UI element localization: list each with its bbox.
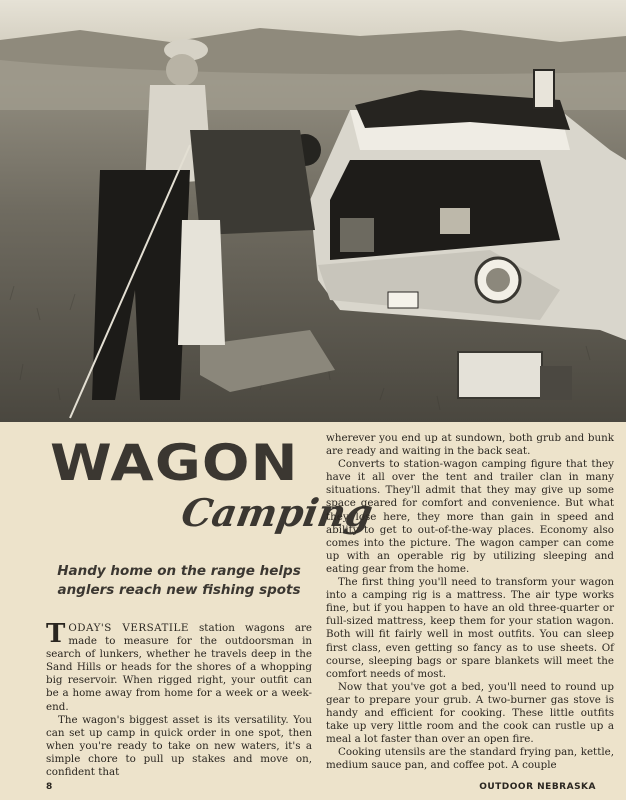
lead-text: station wagons are made to measure for the outdoorsman in search of lunkers, whether he travels deep in the Sand Hills or heads for the shores of a whopping big reservoir. When rigged right, your outfit can be a home away from home for a week or a week-end. xyxy=(46,622,312,713)
paragraph: The first thing you'll need to transform your wagon into a camping rig is a mattress. The air type works fine, but if you happen to have an old three-quarter or full-sized mattress, keep them for your station wagon. Both will fit fairly well in most outfits. You can sleep first class, even getting so fancy as to use sheets. Of course, sleeping bags or spare blankets will meet the comfort needs of most. xyxy=(326,576,614,680)
paragraph: Cooking utensils are the standard frying pan, kettle, medium sauce pan, and coffee pot. A couple xyxy=(326,746,614,772)
headline: WAGON xyxy=(50,434,299,492)
left-body-text xyxy=(46,619,312,779)
paragraph: The wagon's biggest asset is its versatility. You can set up camp in quick order in one spot, then when you're ready to take on new waters, it's a simple chore to pull up stakes and move on, confident that xyxy=(46,713,312,779)
magazine-name: OUTDOOR NEBRASKA xyxy=(479,782,596,792)
subhead-line: Handy home on the range helps xyxy=(57,563,301,579)
subhead-line: anglers reach new fishing spots xyxy=(57,582,301,598)
subhead xyxy=(46,562,312,600)
right-column xyxy=(326,432,614,777)
paragraph: Converts to station-wagon camping figure that they have it all over the tent and trailer clan in many situations. They'll admit that they may give up some space geared for comfort and convenience. But what they lose here, they more than gain in speed and ability to get to out-of-the-way places. Economy also comes into the picture. The wagon camper can come up with an operable rig by utilizing sleeping and eating gear from the home. xyxy=(326,458,614,575)
paragraph: wherever you end up at sundown, both grub and bunk are ready and waiting in the back seat. xyxy=(326,432,614,458)
drop-cap: T xyxy=(46,619,66,649)
left-column xyxy=(46,430,377,779)
page-number: 8 xyxy=(46,782,53,792)
script-title: Camping xyxy=(178,490,377,535)
paragraph: Now that you've got a bed, you'll need to round up gear to prepare your grub. A two-burner gas stove is handy and efficient for cooking. These little outfits take up very little room and the cook can rustle up a meal a lot faster than over an open fire. xyxy=(326,680,614,746)
lead-caps: ODAY'S VERSATILE xyxy=(68,622,189,634)
lead-paragraph xyxy=(46,619,312,714)
